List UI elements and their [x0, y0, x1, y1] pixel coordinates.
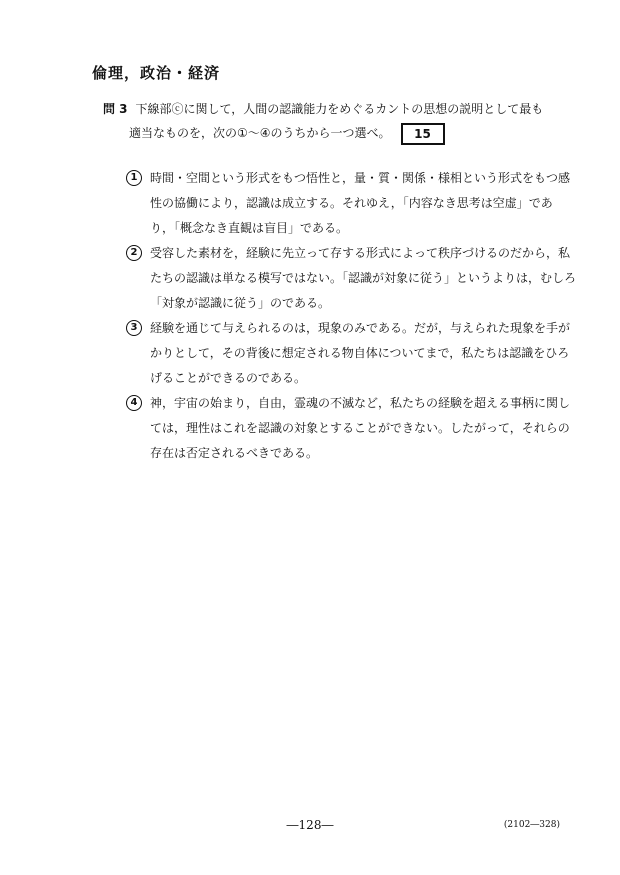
document-code: (2102―328): [503, 820, 560, 830]
question-stem: [103, 97, 573, 145]
answer-box: 15: [401, 123, 445, 145]
question-text-1: 下線部ⓒに関して，人間の認識能力をめぐるカントの思想の説明として最も: [135, 102, 544, 116]
choice-list: [126, 166, 576, 466]
choice-2: [126, 241, 576, 316]
page-number: ―128―: [286, 818, 334, 832]
choice-number-1: 1: [126, 170, 142, 186]
choice-number-4: 4: [126, 395, 142, 411]
choice-4: [126, 391, 576, 466]
question-number: 問 3: [103, 102, 128, 116]
choice-1: [126, 166, 576, 241]
choice-text-1: 時間・空間という形式をもつ悟性と，量・質・関係・様相という形式をもつ感性の協働により，認識は成立する。それゆえ，「内容なき思考は空虚」であり，「概念なき直観は盲目」である。: [150, 171, 571, 235]
choice-text-4: 神，宇宙の始まり，自由，霊魂の不滅など，私たちの経験を超える事柄に関しては，理性はこれを認識の対象とすることができない。したがって，それらの存在は否定されるべきである。: [150, 396, 571, 460]
choice-number-2: 2: [126, 245, 142, 261]
question-line-1: [103, 97, 573, 121]
question-text-2: 適当なものを，次の①～④のうちから一つ選べ。: [129, 126, 391, 140]
question-line-2: [103, 121, 573, 145]
choice-text-2: 受容した素材を，経験に先立って存する形式によって秩序づけるのだから，私たちの認識は単なる模写ではない。「認識が対象に従う」というよりは，むしろ「対象が認識に従う」のである。: [150, 246, 577, 310]
choice-3: [126, 316, 576, 391]
choice-text-3: 経験を通じて与えられるのは，現象のみである。だが，与えられた現象を手がかりとして，その背後に想定される物自体についてまで，私たちは認識をひろげることができるのである。: [150, 321, 571, 385]
section-title: 倫理，政治・経済: [92, 64, 221, 82]
choice-number-3: 3: [126, 320, 142, 336]
